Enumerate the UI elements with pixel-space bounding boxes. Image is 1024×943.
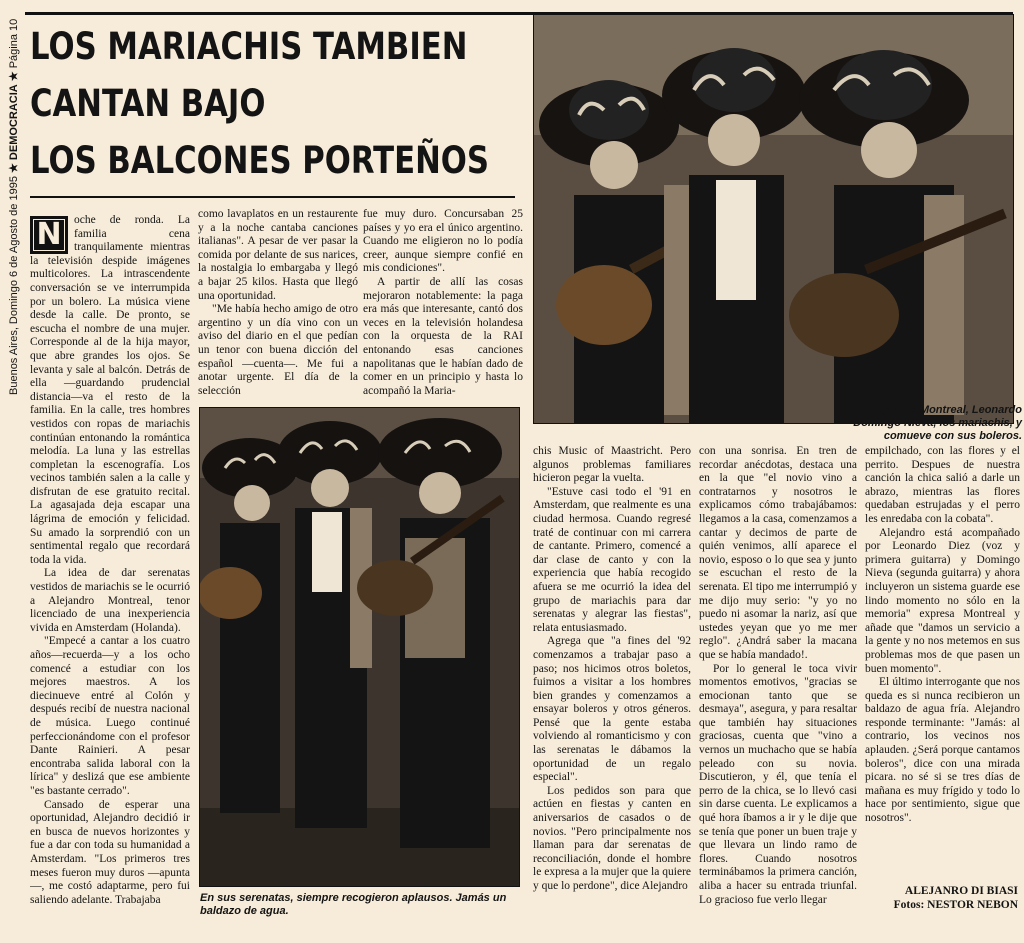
bottom-photo bbox=[199, 407, 520, 887]
masthead-sep-2: ★ bbox=[8, 71, 20, 82]
col6-p2: Alejandro está acompañado por Leonardo Diez (voz y primera guitarra) y Domingo Nieva (segunda guitarra) y ahora incluyeron un sistema guarde ese lindo momento no sólo en la memoria" expresa Montreal y añade que "damos un servicio a la gente y no nos metemos en sus problemas mos de que pasen un buen momento". bbox=[865, 526, 1020, 675]
top-photo-caption: Alejandro Montreal, Leonardo Domingo Nieva, los mariachis, y comueve con sus boleros. bbox=[853, 404, 1022, 442]
masthead-city-date: Buenos Aires, Domingo 6 de Agosto de 1995 bbox=[8, 176, 20, 395]
masthead-sep: ★ bbox=[8, 163, 20, 173]
column-4 bbox=[533, 445, 691, 915]
col6-p1: empilchado, con las flores y el perrito. Despues de nuestra canción la chica salió a darle un abrazo, mientras las flores quedaban estrujadas y el perro les enredaba con la cobata". bbox=[865, 445, 1020, 525]
col4-p3: Agrega que "a fines del '92 comenzamos a trabajar paso a paso; nos hicimos otros boletos, fuimos a visitar a los hombres bien grandes y comenzamos a ensayar boleros y otros géneros. Pensé que la gente estaba volviendo al romanticismo y con las serenatas le dábamos la oportunidad de un regalo especial". bbox=[533, 635, 691, 784]
author-credit: ALEJANRO DI BIASI bbox=[904, 885, 1018, 897]
col5-p1: con una sonrisa. En tren de recordar anécdotas, destaca una en la que "el novio vino a contratarnos y nosotros le explicamos cómo trabajábamos: llegamos a la casa, comenzamos a cantar y decimos de parte de quién venimos, allí aparece el novio, esposo o lo que sea y junto se escuchan el resto de la serenata. El tipo me interrumpió y me dijo muy serio: "y yo no puedo ni asomar la nariz, así que ustedes yeyan que yo me mer reglo". ¿Andrá saber la macana que se había mandado!. bbox=[699, 445, 857, 661]
bottom-photo-caption: En sus serenatas, siempre recogieron aplausos. Jamás un baldazo de agua. bbox=[200, 892, 507, 917]
masthead-sidebar bbox=[6, 18, 24, 400]
col1-p1: oche de ronda. La familia cena tranquilamente mientras la televisión despide imágenes multicolores. La intrascendente conversación se ve interrumpida por un bolero. La música viene desde la calle. De pronto, se escucha el nombre de una mujer. Corresponde al de la hija mayor, que abre grandes los ojos. Se levanta y sale al balcón. Detrás de ella —guardando prudencial distancia—va el resto de la familia. En la calle, tres hombres vestidos con ropas de mariachis continúan entonando la romántica melodía. La luna y las estrellas completan la escenografía. Los vecinos también salen a la calle y disfrutan de ese gratuito recital. La agasajada deja escapar una lágrima de emoción y felicidad. Su amado la sorprendió con un sentimental regalo que recordará toda la vida. bbox=[30, 214, 190, 566]
masthead-page: Página 10 bbox=[8, 18, 20, 69]
col4-p1: chis Music of Maastricht. Pero algunos problemas familiares hicieron pegar la vuelta. bbox=[533, 445, 691, 485]
photo-credit: Fotos: NESTOR NEBON bbox=[893, 899, 1018, 911]
col5-p2: Por lo general le toca vivir momentos emotivos, "gracias se emocionan tanto que se desmaya", asegura, y para resaltar que también hay situaciones graciosas, cuenta que "vino a vernos un muchacho que se había peleado con su novia. Discutieron, y él, que tenía el perro de la chica, se lo llevó casi sin darse cuenta. Le explicamos a qué hora íbamos a ir y le dije que se tenía que poner un buen traje y que llevara un lindo ramo de flores. Cuando nosotros terminábamos la primera canción, aliba a hacer su entrada triunfal. Lo gracioso fue verlo llegar bbox=[699, 662, 857, 906]
col3-p1: fue muy duro. Concursaban 25 países y yo era el único argentino. Cuando me eligieron no lo podía creer, aunque siempre confié en mis condiciones". bbox=[363, 208, 523, 275]
col3-p2: A partir de allí las cosas mejoraron notablemente: la paga era más que interesante, cantó dos veces en la televisión holandesa con la orquesta de la RAI entonando esas canciones napolitanas que le habían dado de comer en un principio y hasta lo acompañó la Maria- bbox=[363, 275, 523, 397]
col1-p3: "Empecé a cantar a los cuatro años—recuerda—y a los ocho comencé a estudiar con los mejores maestros. A los diecinueve entré al Colón y después recibí de nuestra nacional de música. Luego continué perfeccionándome con el profesor Dante Rainieri. A pesar encontraba salida laboral con la lírica" y deslizá que ese ambiente "es bastante cerrado". bbox=[30, 635, 190, 797]
column-6 bbox=[865, 445, 1020, 881]
headline-line-2: CANTAN BAJO bbox=[30, 82, 266, 125]
col6-p3: El último interrogante que nos queda es si nunca recibieron un baldazo de agua fría. Alejandro responde terminante: "Jamás: al contrario, los vecinos nos aplauden. ¿Será porque cantamos boleros", dice con una mirada picara. no sé si se tres días de mañana es muy frígido y todo lo hace por sentimiento, sigue que nosotros". bbox=[865, 676, 1020, 825]
column-2 bbox=[198, 208, 358, 404]
headline bbox=[30, 18, 490, 193]
column-5 bbox=[699, 445, 857, 915]
masthead-paper: DEMOCRACIA bbox=[8, 84, 20, 161]
headline-rule bbox=[30, 196, 515, 198]
credits bbox=[865, 884, 1018, 912]
headline-line-3: LOS BALCONES PORTEÑOS bbox=[30, 139, 490, 182]
dropcap: N bbox=[30, 216, 68, 254]
headline-line-1: LOS MARIACHIS TAMBIEN bbox=[30, 25, 468, 68]
col4-p4: Los pedidos son para que actúen en fiestas y canten en aniversarios de casados o de novios. "Pero principalmente nos llaman para dar serenatas de reconciliación, donde el hombre le expresa a la mujer que la quiere y que lo perdone", dice Alejandro bbox=[533, 784, 691, 892]
col2-p2: "Me había hecho amigo de otro argentino y un día vino con un aviso del diario en el que pedían un tenor con buena dicción del español —cuenta—. Me fui a anotar urgente. El día de la selección bbox=[198, 303, 358, 397]
mariachis-photo-top bbox=[534, 15, 1013, 423]
col1-p2: La idea de dar serenatas vestidos de mariachis se le ocurrió a Alejandro Montreal, tenor licenciado de una inexperiencia vivida en Amsterdam (Holanda). bbox=[30, 567, 190, 634]
col2-p1: como lavaplatos en un restaurente y a la noche cantaba canciones italianas". A pesar de ver pasar la comida por delante de sus narices, la nostalgia lo embargaba y llegó a bajar 25 kilos. Hasta que llegó una oportunidad. bbox=[198, 208, 358, 302]
column-1 bbox=[30, 214, 190, 924]
col1-p4: Cansado de esperar una oportunidad, Alejandro decidió ir en busca de nuevos horizontes y fue a dar con toda su humanidad a Amsterdam. "Los primeros tres meses fueron muy duros —apunta—, me costó adaptarme, pero fui saliendo adelante. Trabajaba bbox=[30, 798, 190, 906]
col4-p2: "Estuve casi todo el '91 en Amsterdam, que realmente es una ciudad hermosa. Cuando regresé traté de continuar con mi carrera de cantante. Primero, comencé a dar clase de canto y con la experiencia que había recogido afuera se me ocurrió la idea del grupo de mariachis para dar serenatas y alegrar las fiestas", relata entusiasmado. bbox=[533, 485, 691, 634]
masthead-text bbox=[7, 19, 20, 395]
mariachis-photo-bottom bbox=[200, 408, 519, 886]
top-photo bbox=[533, 14, 1014, 424]
column-3 bbox=[363, 208, 523, 404]
